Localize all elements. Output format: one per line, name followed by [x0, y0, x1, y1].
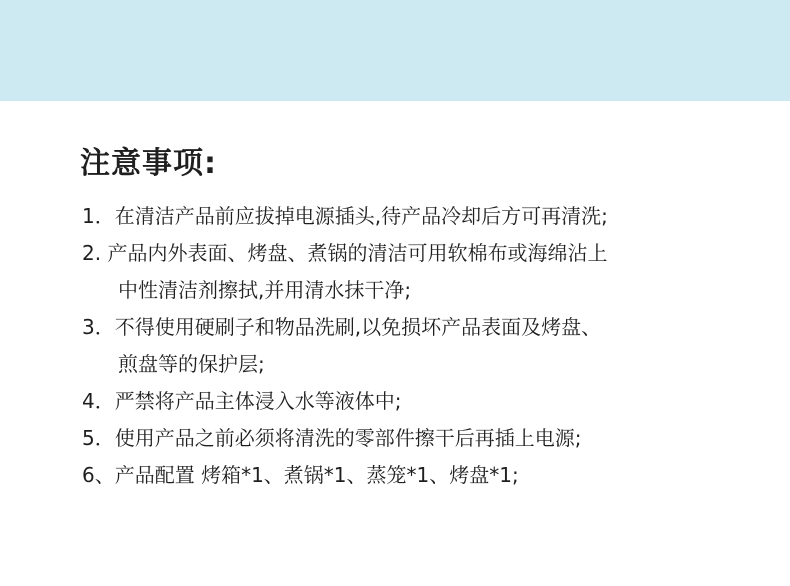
note-item-4: 4．严禁将产品主体浸入水等液体中;	[82, 389, 402, 413]
header-band	[0, 0, 790, 101]
note-item-6: 6、产品配置 烤箱*1、煮锅*1、蒸笼*1、烤盘*1;	[82, 463, 519, 487]
note-item-5: 5．使用产品之前必须将清洗的零部件擦干后再插上电源;	[82, 426, 582, 450]
note-item-3: 3．不得使用硬刷子和物品洗刷,以免损坏产品表面及烤盘、	[82, 315, 602, 339]
note-item-2: 2. 产品内外表面、烤盘、煮锅的清洁可用软棉布或海绵沾上	[82, 241, 608, 265]
note-item-1: 1．在清洁产品前应拔掉电源插头,待产品冷却后方可再清洗;	[82, 204, 608, 228]
note-item-3-continued: 煎盘等的保护层;	[118, 352, 265, 376]
page-title: 注意事项:	[80, 146, 217, 181]
note-item-2-continued: 中性清洁剂擦拭,并用清水抹干净;	[118, 278, 412, 302]
notes-list	[82, 198, 772, 494]
